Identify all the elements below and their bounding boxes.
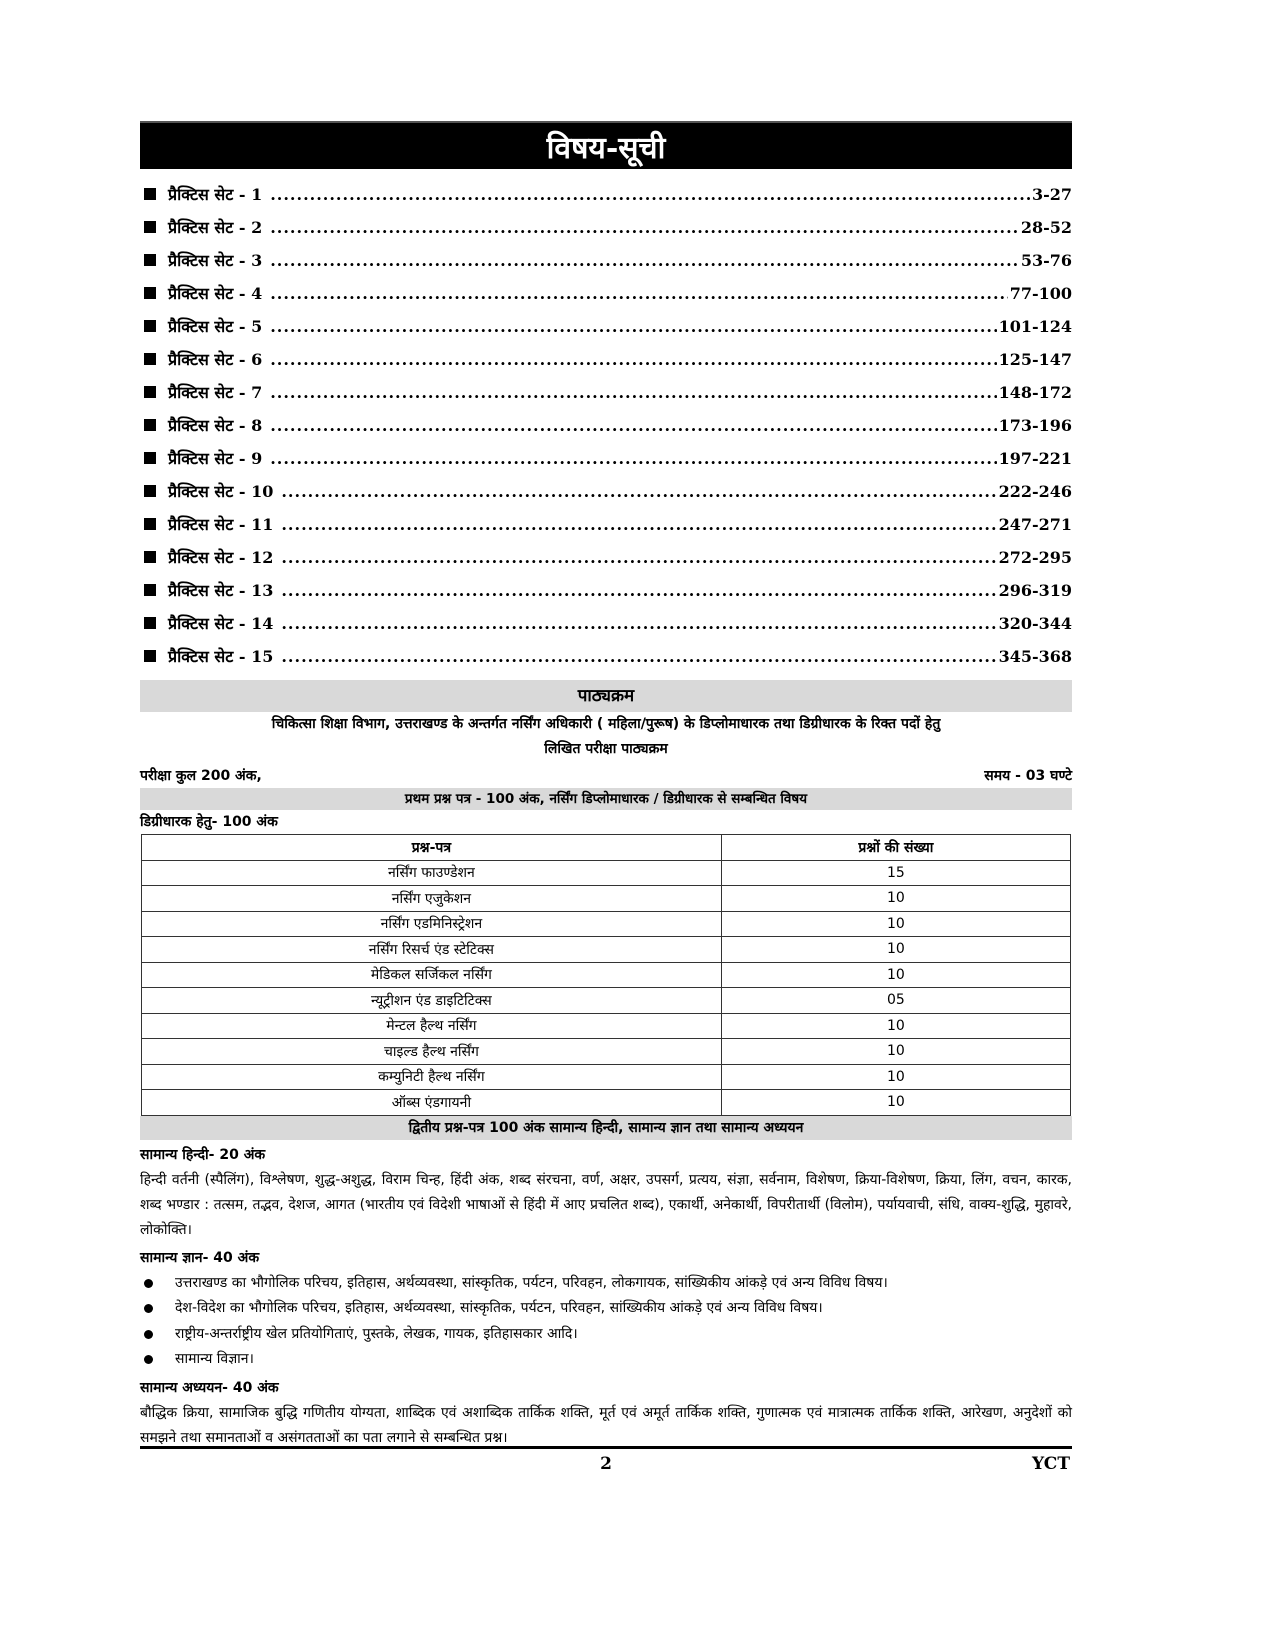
list-item (140, 1347, 1072, 1373)
list-item-text: देश-विदेश का भौगोलिक परिचय, इतिहास, अर्थव्यवस्था, सांस्कृतिक, पर्यटन, परिवहन, सांख्यिकीय आंकड़े एवं अन्य विविध विषय। (175, 1300, 823, 1316)
table-row (142, 911, 1071, 937)
paper-1-table (141, 834, 1071, 1116)
toc-entry[interactable] (140, 513, 1072, 546)
syllabus-intro-line-1: चिकित्सा शिक्षा विभाग, उत्तराखण्ड के अन्तर्गत नर्सिंग अधिकारी ( महिला/पुरूष) के डिप्लोमाधारक तथा डिग्रीधारक के रिक्त पदों हेतु (271, 716, 941, 732)
dot-leader (281, 482, 996, 501)
toc-entry-pages: 197-221 (998, 449, 1072, 468)
table-header-row (142, 835, 1071, 861)
degree-holder-label: डिग्रीधारक हेतु- 100 अंक (140, 814, 278, 830)
table-row (142, 937, 1071, 963)
toc-entry-label: प्रैक्टिस सेट - 1 (168, 185, 263, 204)
list-item (140, 1296, 1072, 1322)
count-cell: 10 (721, 1013, 1070, 1039)
dot-leader (281, 647, 996, 666)
column-header-paper: प्रश्न-पत्र (142, 835, 722, 861)
toc-entry-pages: 247-271 (998, 515, 1072, 534)
dot-leader (270, 416, 996, 435)
general-hindi-text: हिन्दी वर्तनी (स्पैलिंग), विश्लेषण, शुद्ध-अशुद्ध, विराम चिन्ह, हिंदी अंक, शब्द संरचना, वर्ण, अक्षर, उपसर्ग, प्रत्यय, संज्ञा, सर्वनाम, विशेषण, क्रिया-विशेषण, क्रिया, लिंग, वचन, कारक, शब्द भण्डार : तत्सम, तद्भव, देशज, आगत (भारतीय एवं विदेशी भाषाओं से हिंदी में आए प्रचलित शब्द), एकार्थी, अनेकार्थी, विपरीतार्थी (विलोम), पर्यायवाची, संधि, वाक्य-शुद्धि, मुहावरे, लोकोक्ति। (140, 1171, 1072, 1238)
toc-entry-pages: 101-124 (998, 317, 1072, 336)
toc-entry-pages: 148-172 (998, 383, 1072, 402)
exam-meta (140, 764, 1072, 788)
square-bullet-icon (144, 518, 156, 530)
square-bullet-icon (144, 551, 156, 563)
toc-entry[interactable] (140, 183, 1072, 216)
count-cell: 10 (721, 1039, 1070, 1065)
table-row (142, 988, 1071, 1014)
table-row (142, 1013, 1071, 1039)
toc-entry-label: प्रैक्टिस सेट - 9 (168, 449, 263, 468)
list-item-text: उत्तराखण्ड का भौगोलिक परिचय, इतिहास, अर्थव्यवस्था, सांस्कृतिक, पर्यटन, परिवहन, लोकगायक, सांख्यिकीय आंकड़े एवं अन्य विविध विषय। (175, 1274, 888, 1291)
table-row (142, 886, 1071, 912)
contents-title-bar (140, 121, 1072, 169)
toc-entry-pages: 53-76 (1020, 251, 1072, 270)
square-bullet-icon (144, 287, 156, 299)
toc-entry-pages: 320-344 (998, 614, 1072, 633)
square-bullet-icon (144, 584, 156, 596)
square-bullet-icon (144, 221, 156, 233)
toc-entry[interactable] (140, 414, 1072, 447)
toc-entry-pages: 296-319 (998, 581, 1072, 600)
toc-entry[interactable] (140, 546, 1072, 579)
dot-leader (270, 317, 996, 336)
exam-duration: समय - 03 घण्टे (984, 768, 1072, 784)
toc-entry-label: प्रैक्टिस सेट - 11 (168, 515, 274, 534)
square-bullet-icon (144, 320, 156, 332)
count-cell: 15 (721, 860, 1070, 886)
toc-entry[interactable] (140, 645, 1072, 678)
list-item (140, 1322, 1072, 1348)
page-number: 2 (600, 1454, 612, 1474)
toc-entry-pages: 125-147 (998, 350, 1072, 369)
toc-entry[interactable] (140, 216, 1072, 249)
toc-entry[interactable] (140, 249, 1072, 282)
bullet-icon (144, 1330, 153, 1339)
square-bullet-icon (144, 386, 156, 398)
toc-entry-label: प्रैक्टिस सेट - 15 (168, 647, 274, 666)
toc-entry-pages: 173-196 (998, 416, 1072, 435)
square-bullet-icon (144, 452, 156, 464)
subject-cell: चाइल्ड हैल्थ नर्सिंग (142, 1039, 722, 1065)
count-cell: 10 (721, 1064, 1070, 1090)
toc-entry-label: प्रैक्टिस सेट - 10 (168, 482, 274, 501)
dot-leader (270, 350, 996, 369)
page-footer (140, 1446, 1072, 1479)
dot-leader (270, 383, 996, 402)
toc-entry-label: प्रैक्टिस सेट - 7 (168, 383, 263, 402)
count-cell: 10 (721, 937, 1070, 963)
toc-entry-pages: 77-100 (1009, 284, 1072, 303)
toc-entry-label: प्रैक्टिस सेट - 2 (168, 218, 263, 237)
general-knowledge-list (140, 1271, 1072, 1373)
subject-cell: ऑब्स एंडगायनी (142, 1090, 722, 1116)
document-page (140, 121, 1072, 1451)
table-row (142, 860, 1071, 886)
general-studies-heading: सामान्य अध्ययन- 40 अंक (140, 1379, 279, 1396)
subject-cell: नर्सिंग फाउण्डेशन (142, 860, 722, 886)
toc-entry[interactable] (140, 348, 1072, 381)
count-cell: 10 (721, 911, 1070, 937)
subject-cell: कम्युनिटी हैल्थ नर्सिंग (142, 1064, 722, 1090)
bullet-icon (144, 1279, 153, 1288)
toc-entry-label: प्रैक्टिस सेट - 4 (168, 284, 263, 303)
paper-1-heading: प्रथम प्रश्न पत्र - 100 अंक, नर्सिंग डिप्लोमाधारक / डिग्रीधारक से सम्बन्धित विषय (140, 788, 1072, 810)
toc-entry-pages: 3-27 (1031, 185, 1072, 204)
general-hindi-heading: सामान्य हिन्दी- 20 अंक (140, 1146, 266, 1163)
paper-2-heading: द्वितीय प्रश्न-पत्र 100 अंक सामान्य हिन्दी, सामान्य ज्ञान तथा सामान्य अध्ययन (140, 1116, 1072, 1140)
table-row (142, 1064, 1071, 1090)
toc-entry-pages: 222-246 (998, 482, 1072, 501)
list-item-text: सामान्य विज्ञान। (175, 1351, 254, 1367)
dot-leader (270, 449, 996, 468)
square-bullet-icon (144, 188, 156, 200)
square-bullet-icon (144, 617, 156, 629)
table-row (142, 1090, 1071, 1116)
dot-leader (281, 581, 996, 600)
toc-entry[interactable] (140, 282, 1072, 315)
subject-cell: नर्सिंग एडमिनिस्ट्रेशन (142, 911, 722, 937)
dot-leader (281, 515, 996, 534)
dot-leader (270, 185, 1030, 204)
count-cell: 10 (721, 886, 1070, 912)
subject-cell: नर्सिंग एजुकेशन (142, 886, 722, 912)
table-row (142, 962, 1071, 988)
general-knowledge-heading: सामान्य ज्ञान- 40 अंक (140, 1249, 260, 1266)
toc-entry[interactable] (140, 315, 1072, 348)
toc-entry-pages: 28-52 (1020, 218, 1072, 237)
square-bullet-icon (144, 419, 156, 431)
dot-leader (281, 548, 996, 567)
total-marks: परीक्षा कुल 200 अंक, (140, 768, 262, 784)
subject-cell: न्यूट्रीशन एंड डाइटिटिक्स (142, 988, 722, 1014)
subject-cell: नर्सिंग रिसर्च एंड स्टेटिक्स (142, 937, 722, 963)
syllabus-heading: पाठ्यक्रम (140, 680, 1072, 712)
square-bullet-icon (144, 650, 156, 662)
count-cell: 05 (721, 988, 1070, 1014)
toc-entry-pages: 272-295 (998, 548, 1072, 567)
dot-leader (270, 251, 1019, 270)
dot-leader (270, 218, 1019, 237)
toc-entry-label: प्रैक्टिस सेट - 5 (168, 317, 263, 336)
count-cell: 10 (721, 962, 1070, 988)
list-item-text: राष्ट्रीय-अन्तर्राष्ट्रीय खेल प्रतियोगिताएं, पुस्तके, लेखक, गायक, इतिहासकार आदि। (175, 1325, 578, 1342)
dot-leader (281, 614, 996, 633)
toc-entry-pages: 345-368 (998, 647, 1072, 666)
subject-cell: मेन्टल हैल्थ नर्सिंग (142, 1013, 722, 1039)
square-bullet-icon (144, 254, 156, 266)
toc-entry[interactable] (140, 480, 1072, 513)
dot-leader (270, 284, 1007, 303)
toc-entry-label: प्रैक्टिस सेट - 13 (168, 581, 274, 600)
toc-entry-label: प्रैक्टिस सेट - 12 (168, 548, 274, 567)
square-bullet-icon (144, 485, 156, 497)
toc-entry-label: प्रैक्टिस सेट - 3 (168, 251, 263, 270)
contents-title: विषय-सूची (546, 130, 666, 166)
toc-entry-label: प्रैक्टिस सेट - 14 (168, 614, 274, 633)
publisher-brand: YCT (1031, 1454, 1070, 1474)
toc-entry[interactable] (140, 447, 1072, 480)
square-bullet-icon (144, 353, 156, 365)
toc-entry[interactable] (140, 612, 1072, 645)
table-of-contents (140, 183, 1072, 678)
column-header-question-count: प्रश्नों की संख्या (721, 835, 1070, 861)
bullet-icon (144, 1355, 153, 1364)
general-studies-text: बौद्धिक क्रिया, सामाजिक बुद्धि गणितीय योग्यता, शाब्दिक एवं अशाब्दिक तार्किक शक्ति, मूर्त एवं अमूर्त तार्किक शक्ति, गुणात्मक एवं मात्रात्मक तार्किक शक्ति, आरेखण, अनुदेशों को समझने तथा समानताओं व असंगतताओं का पता लगाने से सम्बन्धित प्रश्न। (140, 1404, 1072, 1446)
bullet-icon (144, 1304, 153, 1313)
syllabus-intro-line-2: लिखित परीक्षा पाठ्यक्रम (544, 741, 668, 757)
toc-entry[interactable] (140, 579, 1072, 612)
toc-entry-label: प्रैक्टिस सेट - 8 (168, 416, 263, 435)
subject-cell: मेडिकल सर्जिकल नर्सिंग (142, 962, 722, 988)
count-cell: 10 (721, 1090, 1070, 1116)
toc-entry[interactable] (140, 381, 1072, 414)
toc-entry-label: प्रैक्टिस सेट - 6 (168, 350, 263, 369)
list-item (140, 1271, 1072, 1297)
table-row (142, 1039, 1071, 1065)
